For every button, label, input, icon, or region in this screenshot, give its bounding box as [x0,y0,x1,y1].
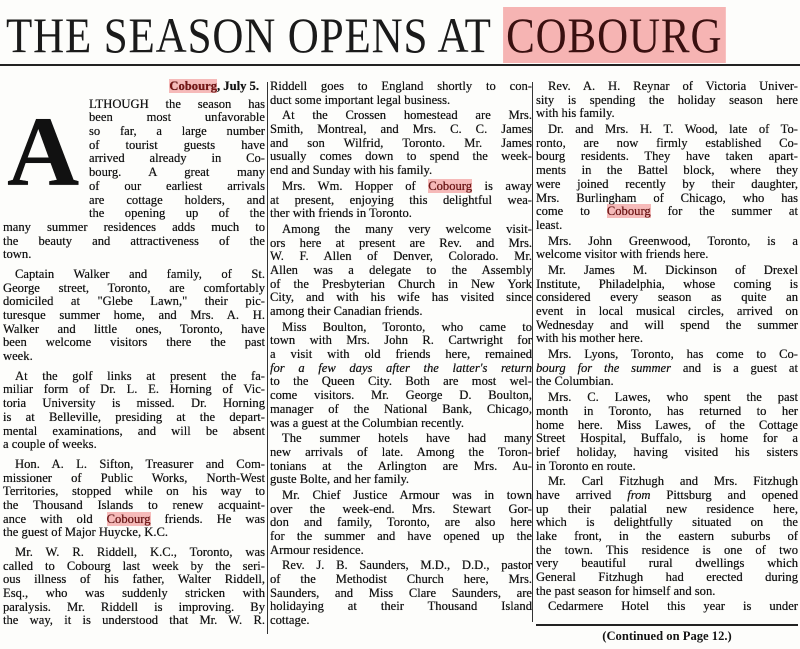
text-line [270,137,532,151]
text-line [536,544,798,558]
text-run: At the golf links at present the fa- [15,368,265,383]
text-line [3,295,265,309]
text-run: bourg. A great many [89,165,265,180]
text-line [3,587,265,601]
text-run: Among the many very welcome visit- [282,221,532,236]
text-run: Captain Walker and family, of St. [15,266,265,281]
text-run: home here. Miss Lawes, of the Cottage [536,417,798,432]
text-line [3,499,265,513]
continued-rule [536,624,798,626]
text-run: Hon. A. L. Sifton, Treasurer and Com- [15,456,265,471]
text-run: miliar form of Dr. L. E. Horning of Vic- [3,382,265,397]
text-line [3,485,265,499]
italic-run: bourg for the summer [536,360,672,375]
text-line [536,248,798,262]
text-line [536,319,798,333]
paragraph [270,432,532,487]
text-line [3,513,265,527]
text-line [536,164,798,178]
text-run: cottage. [270,613,310,628]
text-run: and son Wilfrid, Toronto. Mr. James [270,135,532,150]
highlighted-term: Cobourg [428,178,473,193]
text-line [3,411,265,425]
text-run: ments in the Battel block, where they [536,163,798,178]
text-line [3,560,265,574]
text-run: Dr. and Mrs. H. T. Wood, late of To- [548,122,798,137]
paragraph [536,80,798,121]
text-run: among their Canadian friends. [270,304,423,318]
paragraph [3,546,265,628]
text-line [89,207,265,221]
text-line [536,264,798,278]
text-run: the opening up of the [89,206,265,221]
text-line [3,336,265,350]
text-run: the Columbian. [536,374,614,389]
text-run: in Toronto en route. [536,458,636,473]
text-line [3,350,265,364]
text-run: Armour residence. [270,542,364,557]
text-line [89,98,265,112]
text-line [536,375,798,389]
text-line [270,587,532,601]
text-run: At the Crossen homestead are Mrs. [282,108,532,123]
paragraph [270,180,532,221]
text-run: Street Hospital, Buffalo, is home for a [536,431,798,446]
text-run: Institute, Philadelphia, whose coming is [536,276,798,291]
text-run: for the summer at [650,204,799,219]
text-line [3,425,265,439]
paragraph [536,123,798,233]
text-run: paralysis. Mr. Riddell is improving. By [3,599,265,614]
text-line [536,503,798,517]
text-line [270,362,532,376]
text-run: is at Belleville, presiding at the depart- [3,409,265,424]
text-line [536,332,798,346]
text-run: new arrivals of late. Among the Toron- [270,444,532,459]
text-run: very beautiful rural dwellings which [536,556,798,571]
paragraph [3,268,265,364]
text-run: Mrs. John Greenwood, Toronto, is a [548,233,798,248]
text-run: are cottage holders, and [89,192,265,207]
text-run: over the week-end. Mrs. Stewart Gor- [270,501,532,516]
text-line [536,530,798,544]
text-line [270,223,532,237]
text-line [536,94,798,108]
continued-note: (Continued on Page 12.) [602,629,732,643]
column-divider [267,82,268,634]
paragraph [270,559,532,627]
text-run: town. [3,247,32,262]
text-line [3,526,265,540]
text-run: week. [3,349,33,364]
italic-run: from [627,487,651,502]
text-line [270,207,532,221]
text-line [270,559,532,573]
text-line [89,180,265,194]
text-run: Esq., who was suddenly stricken with [3,586,265,601]
text-run: come visitors. Mr. George D. Boulton, [270,388,532,403]
text-run: Mr. Chief Justice Armour was in town [282,487,532,502]
text-run: City, and with his wife has visited since [270,290,532,305]
text-run: Mr. James M. Dickinson of Drexel [548,262,798,277]
text-line [536,585,798,599]
text-line [536,432,798,446]
text-run: event in local musical circles, arrived on [536,304,798,318]
text-run: many summer residences adds much to [3,219,265,234]
text-line [536,278,798,292]
text-run: Mrs. Wm. Hopper of [282,178,429,193]
text-line [536,405,798,419]
text-line [536,516,798,530]
paragraph [270,489,532,557]
text-line [270,348,532,362]
text-line [3,573,265,587]
text-run: usually comes down to spend the week- [270,149,532,164]
text-line [270,291,532,305]
text-run: of our earliest arrivals [89,178,265,193]
text-run: Mr. Carl Fitzhugh and Mrs. Fitzhugh [548,474,798,489]
text-run: welcome visitor with friends here. [536,247,709,262]
article-column-3 [536,80,798,616]
text-run: called to Cobourg last week by the seri- [3,558,265,573]
text-line [270,614,532,628]
text-line [3,370,265,384]
italic-run: for a few days after the latter's return [270,360,532,375]
text-line [3,397,265,411]
text-run: Riddell goes to England shortly to con- [270,79,532,93]
text-line [3,438,265,452]
text-line [3,282,265,296]
paragraph [536,264,798,346]
text-line [270,321,532,335]
text-line [536,557,798,571]
text-run: Pittsburg and opened [650,487,798,502]
drop-cap: A [7,96,80,207]
text-run: was a guest at the Columbian recently. [270,415,464,430]
text-run: of tourist guests have [89,137,265,152]
text-line [89,111,265,125]
text-line [536,150,798,164]
text-run: Walker and little ones, Toronto, have [3,321,265,336]
text-line [536,419,798,433]
text-run: friends. He was [150,511,265,526]
text-run: up their palatial new residence here, [536,501,798,516]
text-line [270,544,532,558]
text-line [536,107,798,121]
text-run: Mrs. Burlingham of Chicago, who has [536,190,798,205]
text-line [89,139,265,153]
text-run: least. [536,217,563,232]
text-line [270,150,532,164]
text-line [536,391,798,405]
text-run: Mr. W. R. Riddell, K.C., Toronto, was [15,545,265,560]
text-run: guste Bolte, and her family. [270,472,410,487]
text-line [3,601,265,615]
text-line [270,530,532,544]
text-run: George street, Toronto, are comfortably [3,280,265,295]
paragraph [270,109,532,177]
text-run: don and family, Toronto, are also here [270,515,532,530]
paragraph [536,348,798,389]
text-run: General Fitzhugh had erected during [536,570,798,585]
text-run: W. F. Allen of Denver, Colorado. Mr. [270,249,532,264]
text-run: ance with old [3,511,107,526]
text-run: lake front, in the eastern suburbs of [536,529,798,543]
text-line [536,192,798,206]
text-run: the Thousand Islands to renew acquaint- [3,497,265,512]
text-line [270,600,532,614]
text-line [536,123,798,137]
text-line [270,123,532,137]
text-run: ous illness of his father, Walter Riddell, [3,572,265,587]
text-run: ronto, are now firmly established Co- [536,135,798,150]
paragraph [536,600,798,614]
article-column-2 [270,80,532,630]
text-run: a visit with old friends here, remained [270,347,532,362]
text-line [270,403,532,417]
paragraph [270,321,532,431]
text-run: , July 5. [217,79,259,93]
text-run: Rev. J. B. Saunders, M.D., D.D., pastor [282,558,532,573]
text-line [270,389,532,403]
text-run: Cedarmere Hotel this year is under [548,599,798,614]
paragraph [536,475,798,598]
text-line [270,573,532,587]
text-run: domiciled at "Glebe Lawn," their pic- [3,294,265,309]
text-run: town with Mrs. John R. Cartwright for [270,333,532,348]
text-line [270,180,532,194]
text-line [270,80,532,94]
text-line [536,489,798,503]
text-line [270,334,532,348]
text-run: Mrs. Lyons, Toronto, has come to Co- [548,347,798,362]
text-line [536,305,798,319]
text-line [3,309,265,323]
text-line [536,137,798,151]
text-run: Rev. A. H. Reynar of Victoria Univer- [548,79,798,93]
text-line [270,375,532,389]
text-line [270,305,532,319]
text-run: the past season for himself and son. [536,583,716,598]
article-column-1 [3,80,265,634]
text-line [3,472,265,486]
text-run: duct some important legal business. [270,92,451,107]
text-line [270,264,532,278]
text-line [536,178,798,192]
text-run: sity is spending the holiday season here [536,92,798,107]
text-line [89,194,265,208]
text-run: Smith, Montreal, and Mrs. C. C. James [270,122,532,137]
text-line [89,152,265,166]
text-line [536,80,798,94]
text-line [3,614,265,628]
text-run: have arrived [536,487,628,502]
paragraph [536,235,798,262]
text-run: Miss Boulton, Toronto, who came to [282,319,532,334]
text-line [270,194,532,208]
text-run: Wednesday and will spend the summer [536,317,798,332]
text-line [3,235,265,249]
text-line [3,458,265,472]
text-run: Mrs. C. Lawes, who spent the past [548,390,798,405]
text-run: were joined recently by their daughter, [536,176,798,191]
text-line [270,94,532,108]
text-run: month in Toronto, has returned to her [536,403,798,418]
text-run: bourg residents. They have taken apart- [536,149,798,164]
text-run: been welcome visitors there the past [3,335,265,350]
text-run: with his family. [536,106,615,121]
text-run: is away [472,178,532,193]
text-run: with his mother here. [536,331,644,346]
text-run: of the Presbyterian Church in New York [270,276,532,291]
text-line [270,460,532,474]
text-run: LTHOUGH the season has [89,96,265,111]
text-run: Allen was a delegate to the Assembly [270,262,532,277]
text-run: which is delightfully situated on the [536,515,798,530]
text-run: turesque summer home, and Mrs. A. H. [3,308,265,323]
headline-text: THE SEASON OPENS AT [6,7,492,63]
paragraph [270,223,532,319]
text-run: tonians at the Arlington are Mrs. Au- [270,458,532,473]
text-run: so far, a large number [89,124,265,139]
text-run: holidaying at their Thousand Island [270,599,532,614]
text-line [536,291,798,305]
text-run: the town. This residence is one of two [536,542,798,557]
paragraph [536,391,798,473]
text-run: manager of the National Bank, Chicago, [270,401,532,416]
text-run: come to [536,204,607,219]
text-line [270,432,532,446]
text-line [536,460,798,474]
text-run: arrived already in Co- [89,151,265,166]
text-run: ors here at present are Rev. and Mrs. [270,235,532,250]
highlighted-term: Cobourg [106,511,151,526]
text-run: considered every season as quite an [536,290,798,305]
text-line [536,348,798,362]
paragraph [3,370,265,452]
text-run: missioner of Public Works, North-West [3,470,265,485]
text-run: The summer hotels have had many [282,431,532,446]
text-line [3,383,265,397]
text-run: toria University is missed. Dr. Horning [3,396,265,411]
text-run: the beauty and attractiveness of the [3,233,265,248]
text-line [270,516,532,530]
text-run: been most unfavorable [89,110,265,125]
text-run: to the Queen City. Both are most wel- [270,374,532,389]
text-line [536,475,798,489]
text-line [536,362,798,376]
text-run: the guest of Major Huycke, K.C. [3,525,169,540]
text-line [270,503,532,517]
dateline [3,80,265,94]
text-run: and is a guest at [671,360,798,375]
text-run: of the Methodist Church here, Mrs. [270,572,532,587]
text-line [270,473,532,487]
column-divider [532,82,533,622]
text-line [270,278,532,292]
text-line [270,250,532,264]
text-run: the way, it is understood that Mr. W. R. [3,613,265,628]
headline [6,8,726,62]
text-run: at present, enjoying this delightful wea- [270,192,532,207]
text-run: for the summer and have opened up the [270,529,532,543]
highlighted-term: Cobourg [606,204,651,219]
headline-rule [0,64,800,66]
text-line [3,221,265,235]
text-line [536,446,798,460]
text-line [270,109,532,123]
text-line [3,248,265,262]
text-line [536,205,798,219]
text-line [536,235,798,249]
headline-highlight: COBOURG [503,7,726,63]
text-line [3,323,265,337]
text-run: brief holiday, having visited his sisters [536,444,798,459]
text-line [89,166,265,180]
text-line [536,571,798,585]
text-line [270,489,532,503]
text-line [536,600,798,614]
text-line [536,219,798,233]
text-line [270,164,532,178]
highlighted-term: Cobourg [169,79,217,93]
text-line [89,125,265,139]
text-line [270,417,532,431]
text-run: ther with friends in Toronto. [270,206,412,221]
paragraph [270,80,532,107]
text-run: Territories, stopped while on his way to [3,484,265,499]
text-line [3,546,265,560]
text-line [270,446,532,460]
text-run: mental examinations, and will be absent [3,423,265,438]
text-run: end and Sunday with his family. [270,163,433,178]
text-run: a couple of weeks. [3,437,97,452]
text-line [270,237,532,251]
text-line [3,268,265,282]
paragraph [3,458,265,540]
text-run: Saunders, and Miss Clare Saunders, are [270,585,532,600]
